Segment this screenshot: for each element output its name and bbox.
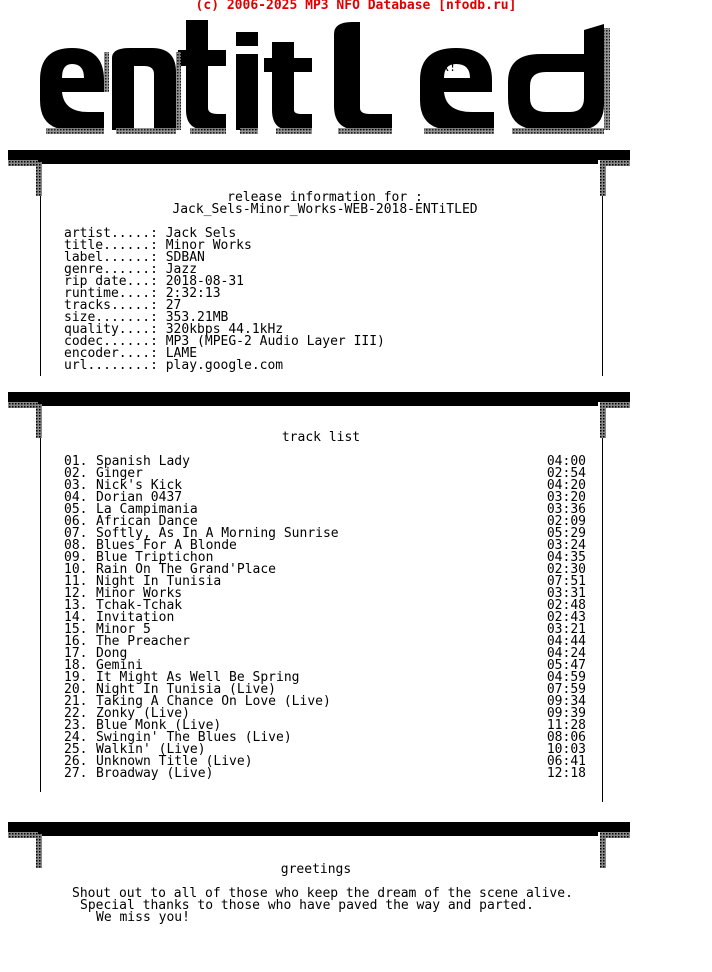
logo-letter-n bbox=[112, 48, 176, 130]
release-field-value: Jack Sels bbox=[165, 226, 237, 241]
logo-letter-l bbox=[334, 22, 392, 130]
track-number: 03. bbox=[64, 478, 88, 493]
track-title: La Campimania bbox=[96, 502, 198, 517]
track-title: Blues For A Blonde bbox=[96, 538, 237, 553]
copyright-banner: (c) 2006-2025 MP3 NFO Database [nfodb.ru] bbox=[195, 0, 517, 13]
track-title: Night In Tunisia bbox=[96, 574, 222, 589]
greetings-line-1: Shout out to all of those who keep the dream of the scene alive. bbox=[72, 886, 573, 901]
track-number: 05. bbox=[64, 502, 88, 517]
logo-letter-e bbox=[40, 48, 104, 130]
release-field-label: title......: bbox=[64, 238, 158, 253]
frame-left-line bbox=[40, 196, 41, 376]
track-title: Dong bbox=[96, 646, 128, 661]
logo-letter-i bbox=[236, 32, 258, 130]
logo-letter-t2 bbox=[264, 42, 312, 130]
track-duration: 02:43 bbox=[546, 610, 586, 625]
track-number: 20. bbox=[64, 682, 88, 697]
tracklist-heading: track list bbox=[281, 430, 361, 445]
track-duration: 04:44 bbox=[546, 634, 586, 649]
track-duration: 03:24 bbox=[546, 538, 586, 553]
track-number: 10. bbox=[64, 562, 88, 577]
track-duration: 04:00 bbox=[546, 454, 586, 469]
release-field-label: runtime....: bbox=[64, 286, 158, 301]
release-fields bbox=[64, 228, 385, 372]
logo-tag: hX! bbox=[433, 60, 457, 75]
release-field-row bbox=[64, 360, 385, 372]
track-duration: 09:34 bbox=[546, 694, 586, 709]
release-field-label: codec......: bbox=[64, 334, 158, 349]
track-title: Softly, As In A Morning Sunrise bbox=[96, 526, 339, 541]
logo-letter-e2 bbox=[420, 48, 494, 130]
track-duration: 07:51 bbox=[546, 574, 586, 589]
track-duration: 02:30 bbox=[546, 562, 586, 577]
frame-left-line bbox=[40, 438, 41, 792]
track-duration: 03:36 bbox=[546, 502, 586, 517]
greetings-line-2: Special thanks to those who have paved the way and parted. bbox=[80, 898, 534, 913]
track-number: 02. bbox=[64, 466, 88, 481]
track-duration: 02:48 bbox=[546, 598, 586, 613]
track-number: 16. bbox=[64, 634, 88, 649]
track-number: 24. bbox=[64, 730, 88, 745]
logo-wordmark bbox=[40, 20, 604, 130]
logo-letter-t1 bbox=[178, 20, 226, 130]
release-field-label: label......: bbox=[64, 250, 158, 265]
release-field-value: LAME bbox=[165, 346, 198, 361]
release-field-label: rip date...: bbox=[64, 274, 158, 289]
release-field-value: SDBAN bbox=[165, 250, 205, 265]
release-field-label: url........: bbox=[64, 358, 158, 373]
track-duration: 12:18 bbox=[546, 766, 586, 781]
track-title: Spanish Lady bbox=[96, 454, 190, 469]
entitled-logo bbox=[0, 0, 712, 140]
track-duration: 03:31 bbox=[546, 586, 586, 601]
track-title: Ginger bbox=[96, 466, 143, 481]
track-duration: 04:24 bbox=[546, 646, 586, 661]
track-duration: 05:29 bbox=[546, 526, 586, 541]
track-duration: 09:39 bbox=[546, 706, 586, 721]
release-field-label: genre......: bbox=[64, 262, 158, 277]
track-title: Taking A Chance On Love (Live) bbox=[96, 694, 331, 709]
release-heading: release information for : bbox=[227, 190, 423, 205]
track-title: Invitation bbox=[96, 610, 175, 625]
track-title: Nick's Kick bbox=[96, 478, 183, 493]
release-field-label: tracks.....: bbox=[64, 298, 158, 313]
track-duration: 02:54 bbox=[546, 466, 586, 481]
section-divider-greetings bbox=[0, 818, 712, 868]
track-duration: 04:59 bbox=[546, 670, 586, 685]
track-duration: 03:20 bbox=[546, 490, 586, 505]
track-title: Gemini bbox=[96, 658, 143, 673]
track-title: African Dance bbox=[96, 514, 198, 529]
frame-right-line bbox=[602, 196, 603, 376]
track-number: 11. bbox=[64, 574, 88, 589]
track-number: 06. bbox=[64, 514, 88, 529]
track-number: 18. bbox=[64, 658, 88, 673]
track-duration: 07:59 bbox=[546, 682, 586, 697]
track-title: Walkin' (Live) bbox=[96, 742, 206, 757]
release-field-label: quality....: bbox=[64, 322, 158, 337]
track-number: 04. bbox=[64, 490, 88, 505]
track-number: 26. bbox=[64, 754, 88, 769]
track-row bbox=[64, 768, 586, 780]
track-number: 19. bbox=[64, 670, 88, 685]
track-duration: 08:06 bbox=[546, 730, 586, 745]
track-title: Zonky (Live) bbox=[96, 706, 190, 721]
track-number: 15. bbox=[64, 622, 88, 637]
track-title: Unknown Title (Live) bbox=[96, 754, 253, 769]
logo-letter-d bbox=[508, 24, 604, 130]
release-field-value: play.google.com bbox=[165, 358, 284, 373]
track-number: 01. bbox=[64, 454, 88, 469]
track-title: Minor 5 bbox=[96, 622, 151, 637]
track-row bbox=[64, 636, 586, 648]
track-title: Blue Monk (Live) bbox=[96, 718, 222, 733]
track-number: 13. bbox=[64, 598, 88, 613]
track-title: The Preacher bbox=[96, 634, 190, 649]
track-title: It Might As Well Be Spring bbox=[96, 670, 300, 685]
track-duration: 06:41 bbox=[546, 754, 586, 769]
track-duration: 04:35 bbox=[546, 550, 586, 565]
track-title: Rain On The Grand'Place bbox=[96, 562, 277, 577]
track-number: 23. bbox=[64, 718, 88, 733]
track-number: 14. bbox=[64, 610, 88, 625]
release-field-value: 320kbps 44.1kHz bbox=[165, 322, 284, 337]
track-title: Minor Works bbox=[96, 586, 183, 601]
track-number: 09. bbox=[64, 550, 88, 565]
release-field-value: Jazz bbox=[165, 262, 198, 277]
release-field-label: size.......: bbox=[64, 310, 158, 325]
track-duration: 05:47 bbox=[546, 658, 586, 673]
track-duration: 04:20 bbox=[546, 478, 586, 493]
track-number: 25. bbox=[64, 742, 88, 757]
track-duration: 10:03 bbox=[546, 742, 586, 757]
release-name: Jack_Sels-Minor_Works-WEB-2018-ENTiTLED bbox=[172, 202, 478, 217]
greetings-line-3: We miss you! bbox=[96, 910, 190, 925]
release-field-label: artist.....: bbox=[64, 226, 158, 241]
frame-right-line bbox=[602, 438, 603, 802]
section-divider-top bbox=[0, 146, 712, 196]
track-number: 08. bbox=[64, 538, 88, 553]
release-field-value: 2:32:13 bbox=[165, 286, 221, 301]
track-title: Broadway (Live) bbox=[96, 766, 214, 781]
release-field-value: Minor Works bbox=[165, 238, 252, 253]
track-number: 07. bbox=[64, 526, 88, 541]
track-number: 21. bbox=[64, 694, 88, 709]
track-title: Swingin' The Blues (Live) bbox=[96, 730, 292, 745]
track-number: 17. bbox=[64, 646, 88, 661]
release-field-value: MP3 (MPEG-2 Audio Layer III) bbox=[165, 334, 385, 349]
release-field-label: encoder....: bbox=[64, 346, 158, 361]
track-number: 27. bbox=[64, 766, 88, 781]
track-number: 22. bbox=[64, 706, 88, 721]
release-field-value: 353.21MB bbox=[165, 310, 229, 325]
release-field-value: 27 bbox=[165, 298, 182, 313]
greetings-heading: greetings bbox=[280, 862, 352, 877]
release-field-value: 2018-08-31 bbox=[165, 274, 245, 289]
track-duration: 02:09 bbox=[546, 514, 586, 529]
track-title: Blue Triptichon bbox=[96, 550, 214, 565]
track-number: 12. bbox=[64, 586, 88, 601]
track-title: Dorian 0437 bbox=[96, 490, 183, 505]
track-duration: 03:21 bbox=[546, 622, 586, 637]
track-title: Tchak-Tchak bbox=[96, 598, 183, 613]
track-duration: 11:28 bbox=[546, 718, 586, 733]
track-title: Night In Tunisia (Live) bbox=[96, 682, 277, 697]
